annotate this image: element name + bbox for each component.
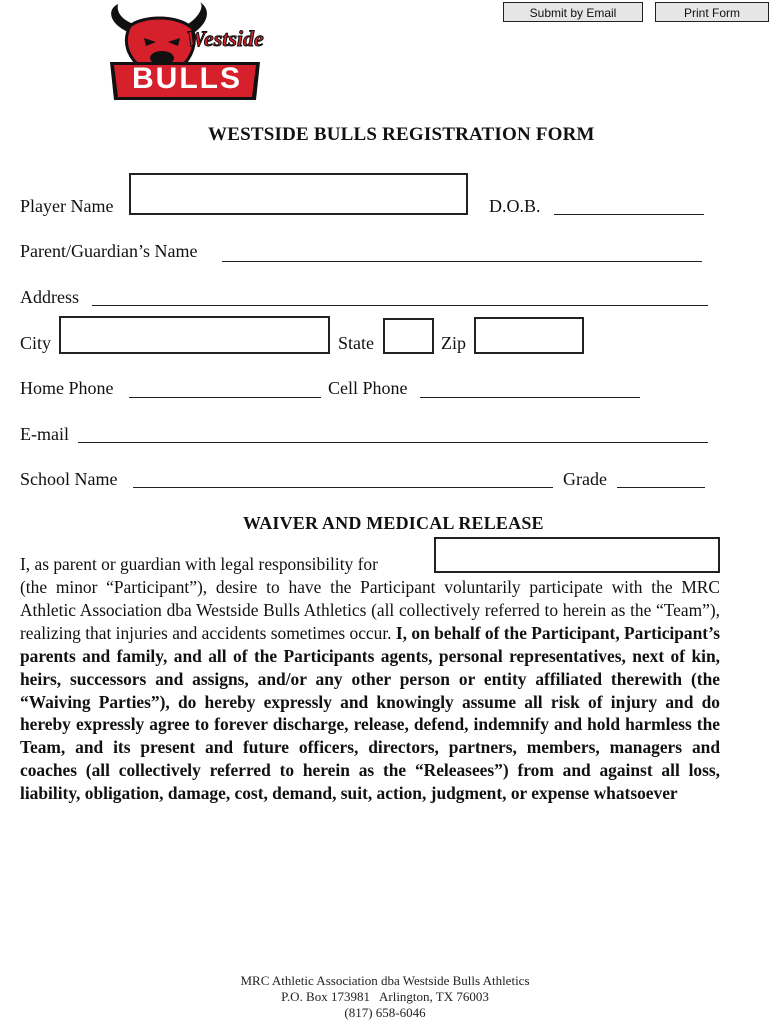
waiver-body <box>20 576 720 805</box>
zip-label: Zip <box>441 333 466 353</box>
submit-by-email-button[interactable]: Submit by Email <box>503 2 643 22</box>
state-field[interactable] <box>383 318 434 354</box>
waiver-bold-text: I, on behalf of the Participant, Participant’s parents and family, and all of the Participants agents, personal representatives, next of kin, heirs, successors and assigns, and/or any other person or entity affiliated therewith (the “Waiving Parties”), do hereby expressly and knowingly assume all risk of injury and do hereby expressly agree to forever discharge, release, defend, indemnify and hold harmless the Team, and its present and future officers, directors, partners, members, managers and coaches (all collectively referred to herein as the “Releasees”) from and against all loss, liability, obligation, damage, cost, demand, suit, action, judgment, or expense whatsoever <box>20 622 720 804</box>
waiver-title: WAIVER AND MEDICAL RELEASE <box>243 513 544 533</box>
cell-phone-label: Cell Phone <box>328 378 408 398</box>
school-field[interactable] <box>133 487 553 488</box>
waiver-regular-text: (the minor “Participant”), desire to have the Participant voluntarily participate with the MRC Athletic Association dba Westside Bulls Athletics (all collectively referred to herein as the “Team”), realizing that injuries and accidents sometimes occur. <box>20 577 720 643</box>
form-title: WESTSIDE BULLS REGISTRATION FORM <box>208 124 595 145</box>
state-label: State <box>338 333 374 353</box>
westside-bulls-logo <box>100 2 270 102</box>
footer-phone: (817) 658-6046 <box>344 1005 426 1020</box>
email-field[interactable] <box>78 442 708 443</box>
guardian-name-field[interactable] <box>222 261 702 262</box>
school-label: School Name <box>20 469 118 489</box>
guardian-label: Parent/Guardian’s Name <box>20 241 198 261</box>
cell-phone-field[interactable] <box>420 397 640 398</box>
print-form-button[interactable]: Print Form <box>655 2 769 22</box>
address-label: Address <box>20 287 79 307</box>
grade-label: Grade <box>563 469 607 489</box>
logo-main-text: BULLS <box>132 62 242 95</box>
home-phone-label: Home Phone <box>20 378 114 398</box>
footer-org-name: MRC Athletic Association dba Westside Bulls Athletics <box>240 973 530 988</box>
grade-field[interactable] <box>617 487 705 488</box>
city-label: City <box>20 333 52 353</box>
footer-address: P.O. Box 173981 Arlington, TX 76003 <box>281 989 489 1004</box>
player-name-label: Player Name <box>20 196 114 216</box>
zip-field[interactable] <box>474 317 584 354</box>
waiver-intro-text: I, as parent or guardian with legal responsibility for <box>20 554 378 574</box>
address-field[interactable] <box>92 305 708 306</box>
home-phone-field[interactable] <box>129 397 321 398</box>
player-name-field[interactable] <box>129 173 468 215</box>
logo-top-text: Westside <box>186 26 264 51</box>
dob-label: D.O.B. <box>489 196 541 216</box>
email-label: E-mail <box>20 424 69 444</box>
city-field[interactable] <box>59 316 330 354</box>
dob-field[interactable] <box>554 214 704 215</box>
participant-name-field[interactable] <box>434 537 720 573</box>
